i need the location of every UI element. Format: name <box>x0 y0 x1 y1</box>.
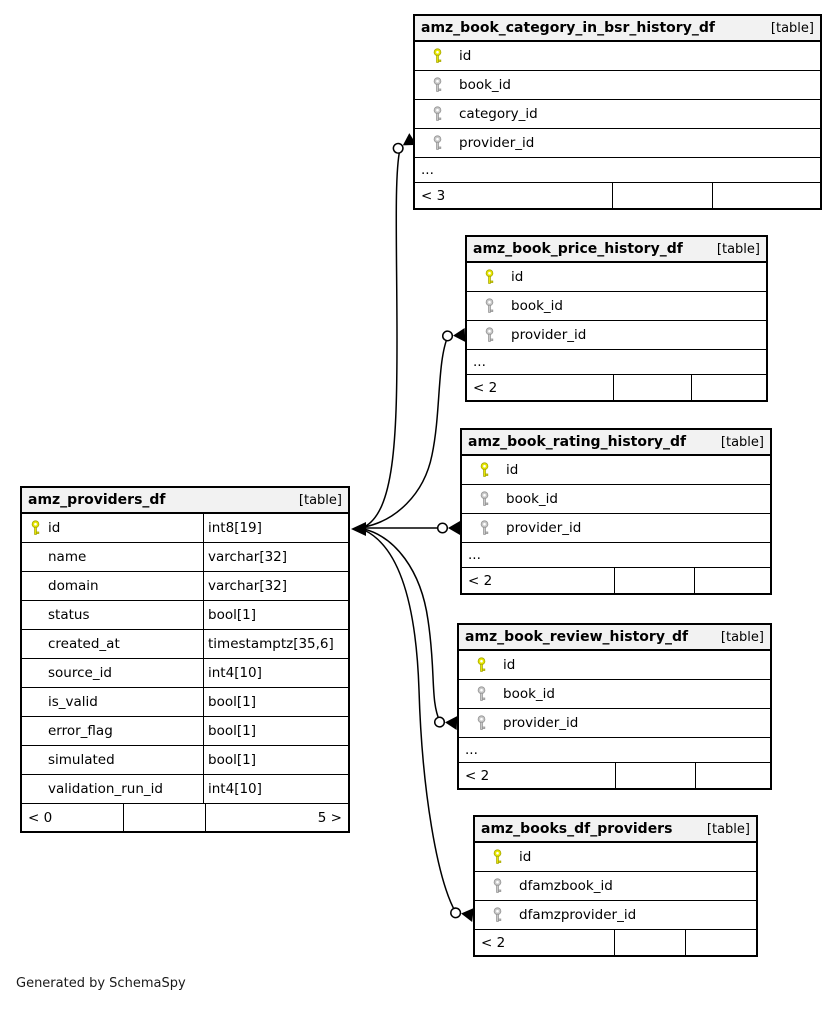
column-row <box>467 321 766 350</box>
column-row <box>415 100 820 129</box>
table-footer <box>462 568 770 593</box>
column-row <box>22 659 348 688</box>
ellipsis-row: ... <box>415 158 820 183</box>
column-name: id <box>519 849 532 865</box>
children-count: < 2 <box>473 379 498 396</box>
foreign-key-icon <box>459 715 503 731</box>
column-row <box>459 651 770 680</box>
column-name: id <box>503 657 516 673</box>
column-name: category_id <box>459 106 538 122</box>
column-row <box>22 746 348 775</box>
column-row <box>459 709 770 738</box>
column-name: id <box>511 269 524 285</box>
column-name: book_id <box>511 298 563 314</box>
generated-by-note: Generated by SchemaSpy <box>16 976 186 991</box>
column-row <box>462 456 770 485</box>
table-name: amz_book_category_in_bsr_history_df <box>421 20 715 36</box>
table-tag: [table] <box>720 434 764 450</box>
column-row <box>415 129 820 158</box>
column-type: bool[1] <box>203 717 348 745</box>
foreign-key-icon <box>475 878 519 894</box>
column-name: provider_id <box>459 135 535 151</box>
table-name: amz_book_review_history_df <box>465 629 689 645</box>
foreign-key-icon <box>467 298 511 314</box>
column-row <box>475 901 756 930</box>
table-footer <box>459 763 770 788</box>
column-row <box>475 872 756 901</box>
crow-foot-review <box>434 715 457 730</box>
ellipsis-row: ... <box>467 350 766 375</box>
primary-key-icon <box>475 849 519 865</box>
column-type: int8[19] <box>203 514 348 542</box>
children-count: < 0 <box>28 809 53 826</box>
table-tag: [table] <box>716 241 760 257</box>
column-type: timestamptz[35,6] <box>203 630 348 658</box>
table-amz-providers-df[interactable] <box>20 486 350 833</box>
parents-count <box>695 763 770 788</box>
foreign-key-icon <box>415 77 459 93</box>
table-name: amz_providers_df <box>28 492 166 508</box>
parents-count <box>694 568 770 593</box>
ellipsis-row: ... <box>459 738 770 763</box>
children-count: < 2 <box>468 572 493 589</box>
ellipsis-row: ... <box>462 543 770 568</box>
column-name: created_at <box>48 636 120 652</box>
column-row <box>22 572 348 601</box>
table-tag: [table] <box>706 821 750 837</box>
primary-key-icon <box>459 657 503 673</box>
column-type: int4[10] <box>203 775 348 803</box>
column-type: varchar[32] <box>203 572 348 600</box>
table-header[interactable] <box>467 237 766 263</box>
relationship-line-price <box>364 336 448 527</box>
column-type: bool[1] <box>203 601 348 629</box>
column-name: name <box>48 549 87 565</box>
primary-key-icon <box>22 520 48 536</box>
column-name: domain <box>48 578 99 594</box>
column-row <box>22 543 348 572</box>
column-name: id <box>48 520 61 536</box>
primary-key-icon <box>462 462 506 478</box>
relationship-line-review <box>364 529 440 722</box>
column-row <box>462 485 770 514</box>
table-amz-books-df-providers[interactable] <box>473 815 758 957</box>
parents-count <box>685 930 756 955</box>
children-count: < 2 <box>481 934 506 951</box>
column-row <box>467 263 766 292</box>
column-name: book_id <box>459 77 511 93</box>
foreign-key-icon <box>462 520 506 536</box>
parent-arrowhead <box>351 522 366 536</box>
table-tag: [table] <box>770 20 814 36</box>
primary-key-icon <box>467 269 511 285</box>
table-header[interactable] <box>459 625 770 651</box>
column-type: bool[1] <box>203 746 348 774</box>
children-count: < 2 <box>465 767 490 784</box>
column-name: simulated <box>48 752 115 768</box>
column-name: book_id <box>503 686 555 702</box>
column-name: is_valid <box>48 694 98 710</box>
column-type: varchar[32] <box>203 543 348 571</box>
foreign-key-icon <box>462 491 506 507</box>
column-type: int4[10] <box>203 659 348 687</box>
table-header[interactable] <box>475 817 756 843</box>
footer-cell <box>123 804 205 831</box>
column-name: id <box>459 48 472 64</box>
parents-count <box>691 375 766 400</box>
column-row <box>415 42 820 71</box>
column-row <box>22 775 348 804</box>
table-header[interactable] <box>415 16 820 42</box>
table-name: amz_books_df_providers <box>481 821 673 837</box>
column-row <box>22 717 348 746</box>
table-amz-book-rating-history-df[interactable] <box>460 428 772 595</box>
table-footer <box>22 804 348 831</box>
table-footer <box>415 183 820 208</box>
footer-cell <box>614 930 685 955</box>
column-name: dfamzprovider_id <box>519 907 637 923</box>
table-name: amz_book_price_history_df <box>473 241 683 257</box>
column-row <box>415 71 820 100</box>
primary-key-icon <box>415 48 459 64</box>
column-row <box>459 680 770 709</box>
parents-count: 5 > <box>205 804 348 831</box>
table-footer <box>475 930 756 955</box>
table-amz-book-review-history-df[interactable] <box>457 623 772 790</box>
table-tag: [table] <box>720 629 764 645</box>
table-name: amz_book_rating_history_df <box>468 434 687 450</box>
column-name: error_flag <box>48 723 113 739</box>
foreign-key-icon <box>415 135 459 151</box>
foreign-key-icon <box>467 327 511 343</box>
footer-cell <box>612 183 712 208</box>
column-name: provider_id <box>506 520 582 536</box>
crow-foot-books <box>450 905 474 922</box>
foreign-key-icon <box>475 907 519 923</box>
children-count: < 3 <box>421 187 446 204</box>
relationship-line-category <box>364 149 400 527</box>
footer-cell <box>614 568 694 593</box>
column-row <box>22 601 348 630</box>
table-amz-book-price-history-df[interactable] <box>465 235 768 402</box>
footer-cell <box>615 763 695 788</box>
column-name: dfamzbook_id <box>519 878 613 894</box>
parents-count <box>712 183 820 208</box>
table-header[interactable] <box>462 430 770 456</box>
column-row <box>22 514 348 543</box>
relationship-line-books <box>364 530 456 913</box>
column-name: validation_run_id <box>48 781 163 797</box>
table-amz-book-category-in-bsr-history-df[interactable] <box>413 14 822 210</box>
table-tag: [table] <box>298 492 342 508</box>
table-header[interactable] <box>22 488 348 514</box>
crow-foot-price <box>442 328 465 343</box>
column-name: provider_id <box>511 327 587 343</box>
column-name: source_id <box>48 665 112 681</box>
foreign-key-icon <box>459 686 503 702</box>
column-name: provider_id <box>503 715 579 731</box>
column-name: id <box>506 462 519 478</box>
column-row <box>475 843 756 872</box>
column-name: book_id <box>506 491 558 507</box>
crow-foot-rating <box>438 521 460 535</box>
column-name: status <box>48 607 90 623</box>
column-row <box>22 630 348 659</box>
column-type: bool[1] <box>203 688 348 716</box>
footer-cell <box>613 375 691 400</box>
foreign-key-icon <box>415 106 459 122</box>
column-row <box>467 292 766 321</box>
table-footer <box>467 375 766 400</box>
column-row <box>462 514 770 543</box>
column-row <box>22 688 348 717</box>
